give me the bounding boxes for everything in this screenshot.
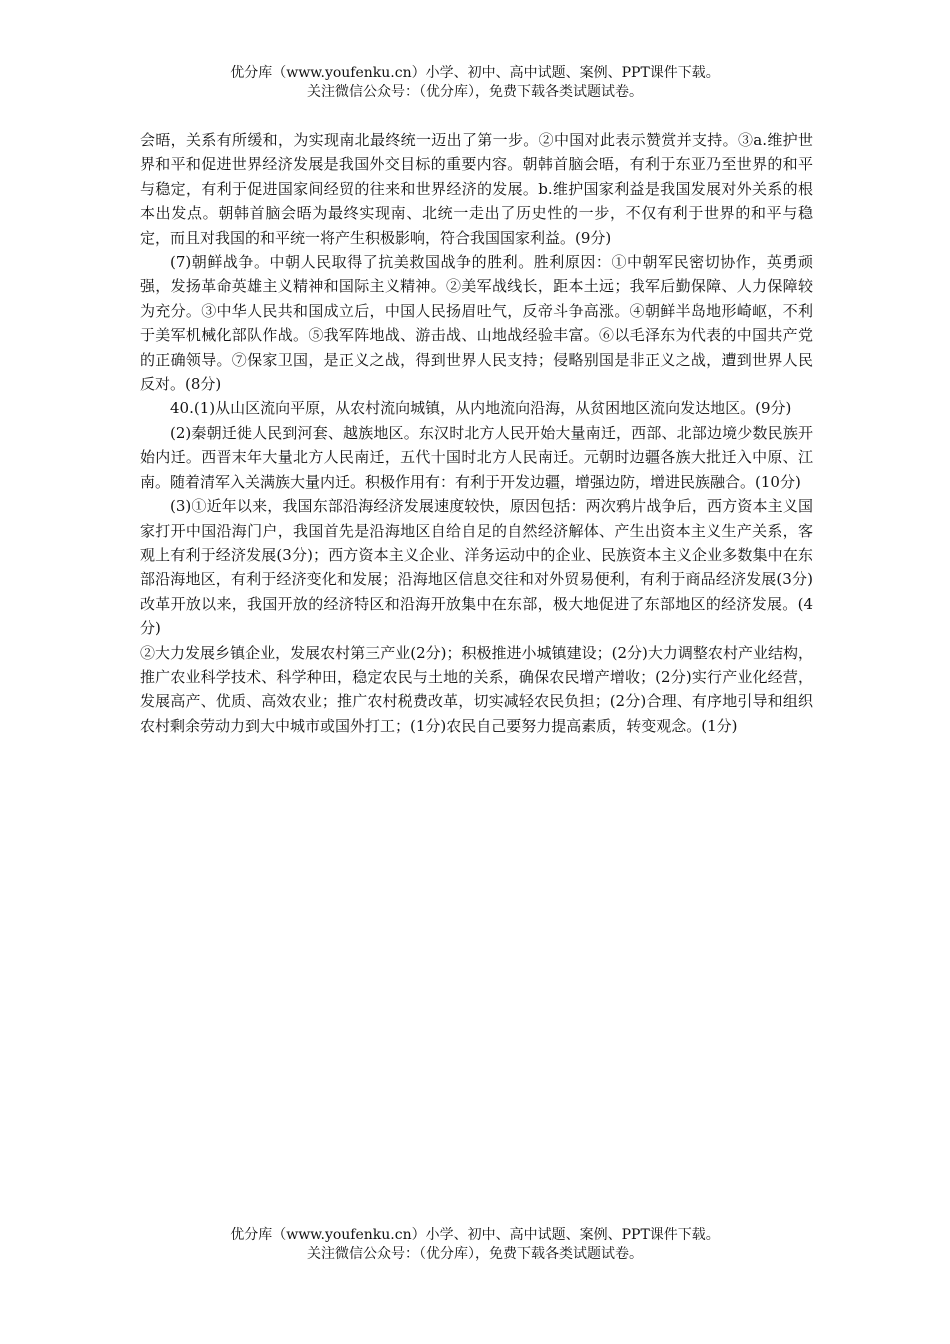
header-line-2: 关注微信公众号：（优分库），免费下载各类试题试卷。	[307, 84, 643, 100]
page-header	[0, 64, 950, 102]
footer-line-2: 关注微信公众号：（优分库），免费下载各类试题试卷。	[307, 1246, 643, 1262]
document-body	[140, 128, 813, 738]
paragraph-40-2: (2)秦朝迁徙人民到河套、越族地区。东汉时北方人民开始大量南迁，西部、北部边境少数民族开始内迁。西晋末年大量北方人民南迁，五代十国时北方人民南迁。元朝时边疆各族大批迁入中原、江南。随着清军入关满族大量内迁。积极作用有：有利于开发边疆，增强边防，增进民族融合。(10分)	[140, 423, 813, 491]
paragraph-7: (7)朝鲜战争。中朝人民取得了抗美救国战争的胜利。胜利原因：①中朝军民密切协作，英勇顽强，发扬革命英雄主义精神和国际主义精神。②美军战线长，距本土远；我军后勤保障、人力保障较为充分。③中华人民共和国成立后，中国人民扬眉吐气，反帝斗争高涨。④朝鲜半岛地形崎岖，不利于美军机械化部队作战。⑤我军阵地战、游击战、山地战经验丰富。⑥以毛泽东为代表的中国共产党的正确领导。⑦保家卫国，是正义之战，得到世界人民支持；侵略别国是非正义之战，遭到世界人民反对。(8分)	[140, 253, 813, 394]
paragraph-40-3-part-2: ②大力发展乡镇企业，发展农村第三产业(2分)；积极推进小城镇建设；(2分)大力调整农村产业结构，推广农业科学技术、科学种田，稳定农民与土地的关系，确保农民增产增收；(2分)实行产业化经营，发展高产、优质、高效农业；推广农村税费改革，切实减轻农民负担；(2分)合理、有序地引导和组织农村剩余劳动力到大中城市或国外打工；(1分)农民自己要努力提高素质，转变观念。(1分)	[140, 643, 813, 735]
paragraph-40-1: 40.(1)从山区流向平原，从农村流向城镇，从内地流向沿海，从贫困地区流向发达地区。(9分)	[170, 399, 792, 418]
paragraph-continuation: 会晤，关系有所缓和，为实现南北最终统一迈出了第一步。②中国对此表示赞赏并支持。③a.维护世界和平和促进世界经济发展是我国外交目标的重要内容。朝韩首脑会晤，有利于东亚乃至世界的和平与稳定，有利于促进国家间经贸的往来和世界经济的发展。b.维护国家利益是我国发展对外关系的根本出发点。朝韩首脑会晤为最终实现南、北统一走出了历史性的一步，不仅有利于世界的和平与稳定，而且对我国的和平统一将产生积极影响，符合我国国家利益。(9分)	[140, 131, 813, 247]
page-footer	[0, 1226, 950, 1264]
paragraph-40-3-part-1: (3)①近年以来，我国东部沿海经济发展速度较快，原因包括：两次鸦片战争后，西方资本主义国家打开中国沿海门户，我国首先是沿海地区自给自足的自然经济解体、产生出资本主义生产关系，客观上有利于经济发展(3分)；西方资本主义企业、洋务运动中的企业、民族资本主义企业多数集中在东部沿海地区，有利于经济变化和发展；沿海地区信息交往和对外贸易便利，有利于商品经济发展(3分)改革开放以来，我国开放的经济特区和沿海开放集中在东部，极大地促进了东部地区的经济发展。(4分)	[140, 497, 813, 638]
footer-line-1: 优分库（www.youfenku.cn）小学、初中、高中试题、案例、PPT课件下载。	[230, 1227, 720, 1243]
header-line-1: 优分库（www.youfenku.cn）小学、初中、高中试题、案例、PPT课件下载。	[230, 65, 720, 81]
